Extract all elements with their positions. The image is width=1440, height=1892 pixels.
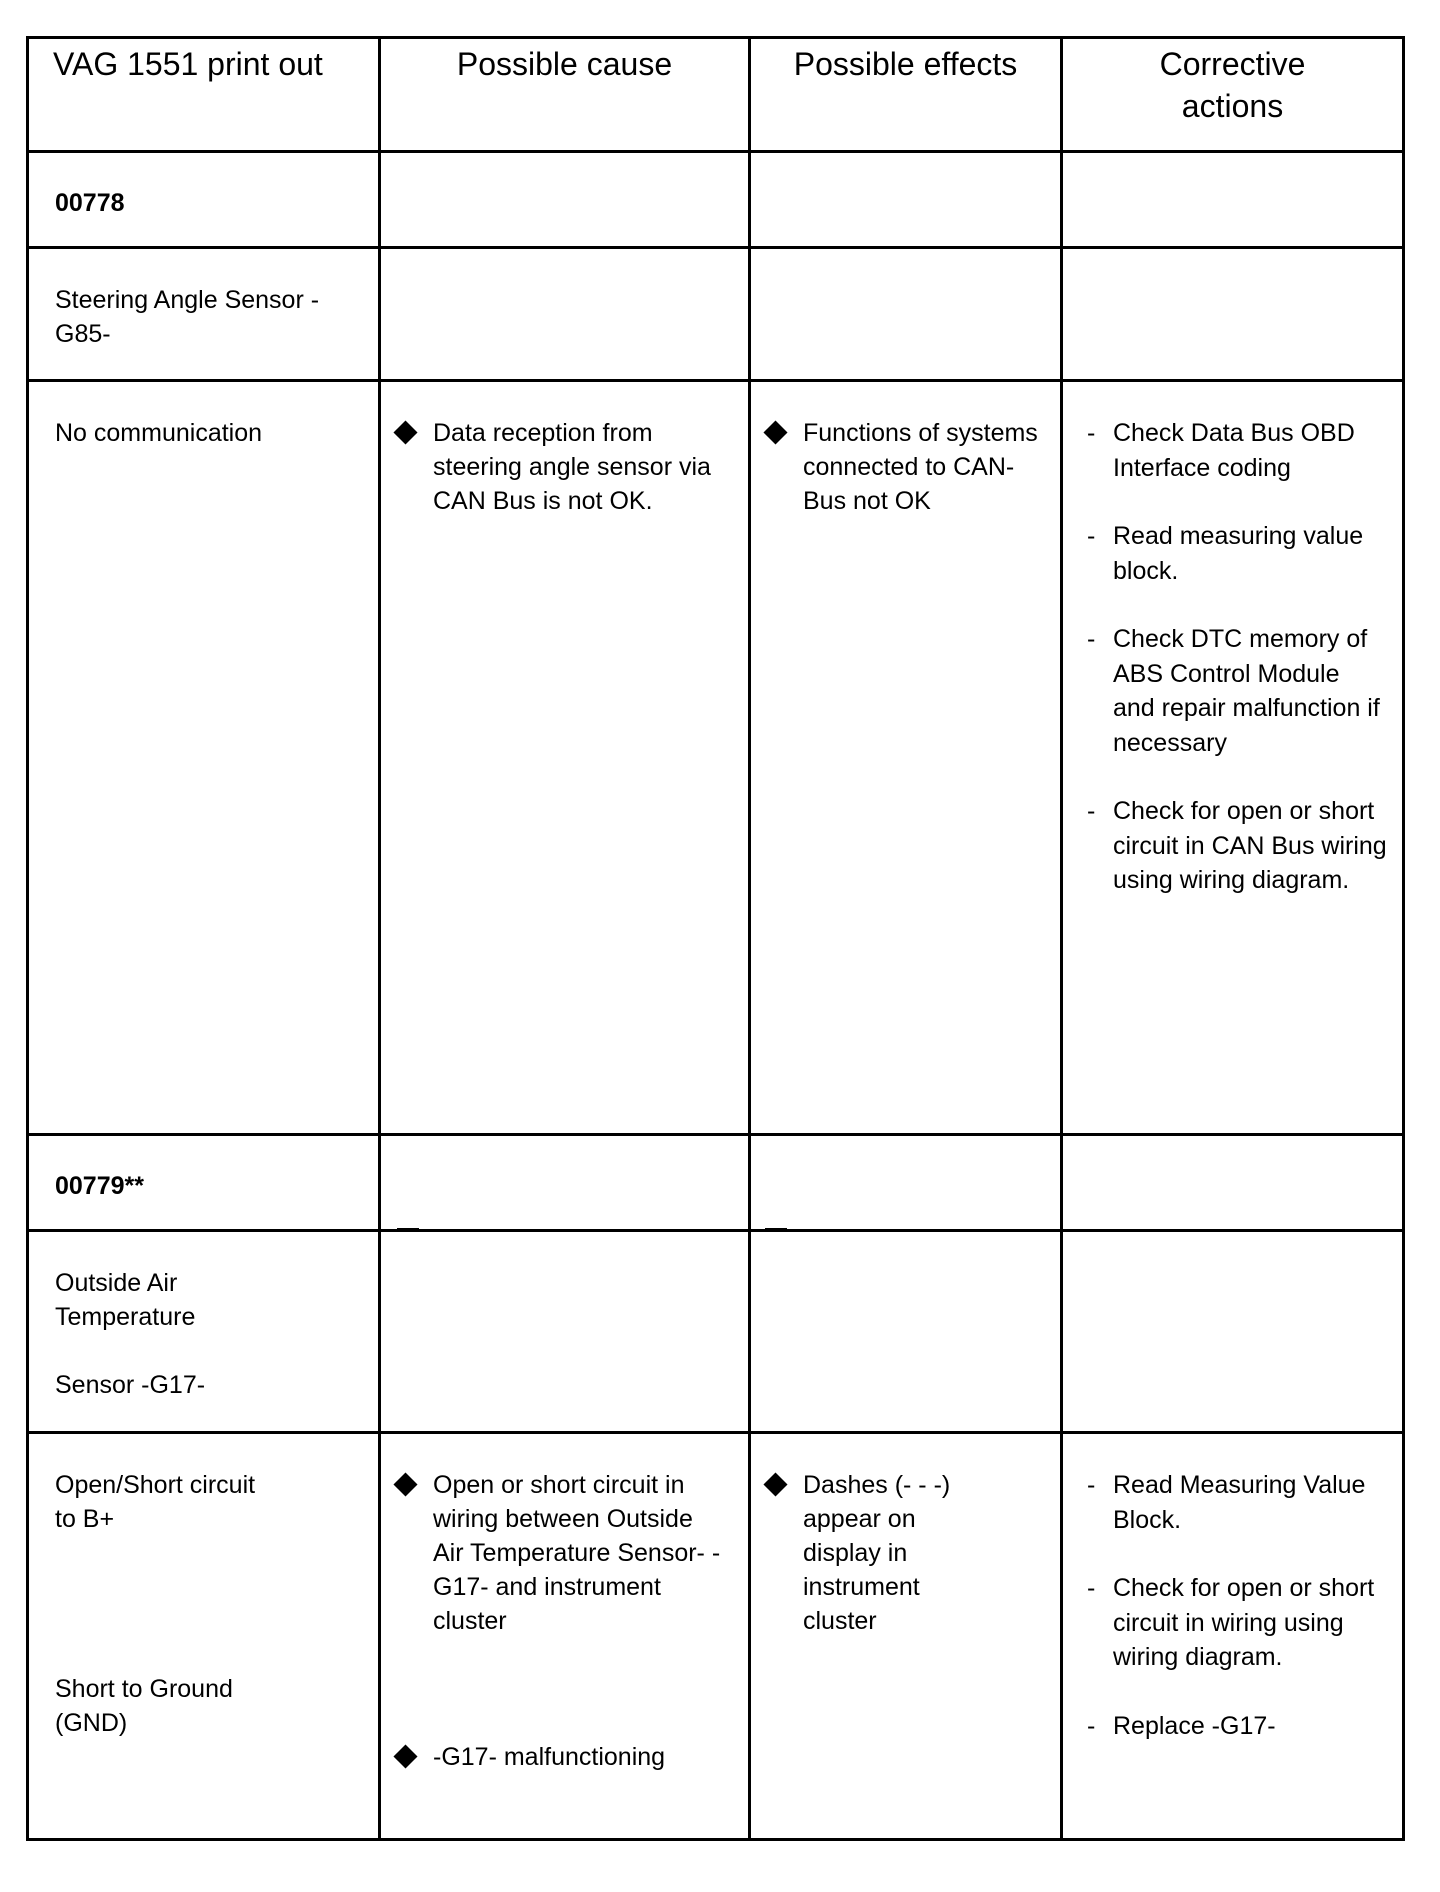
stray-mark [765, 1228, 787, 1231]
fault1-code-cell [28, 152, 380, 248]
fault2-cause2-text: -G17- malfunctioning [433, 1743, 666, 1771]
fault1-name-line1: Steering Angle Sensor - [55, 286, 320, 314]
fault-table-page [26, 36, 1402, 1841]
header-printout: VAG 1551 print out [28, 38, 380, 152]
action-text: Check Data Bus OBD Interface coding [1113, 419, 1355, 482]
fault2-effect-text: Dashes (- - -) appear on display in instrument cluster [803, 1471, 951, 1635]
fault1-detail-row [28, 381, 1404, 1135]
header-actions [1062, 38, 1404, 152]
fault2-detail-row [28, 1433, 1404, 1840]
dash-bullet: - [1087, 522, 1096, 550]
fault1-name-line2: G85- [55, 320, 111, 348]
fault1-effect-text: Functions of systems connected to CAN-Bus not OK [803, 419, 1038, 515]
dash-bullet: - [1087, 625, 1096, 653]
fault2-actions-cell [1062, 1433, 1404, 1840]
dash-bullet: - [1087, 1711, 1096, 1740]
fault2-cause-cell [380, 1433, 750, 1840]
fault2-condition2-line2: (GND) [55, 1709, 128, 1737]
dash-bullet: - [1087, 1471, 1096, 1499]
fault2-name-cell [28, 1231, 380, 1433]
fault2-code: 00779** [55, 1172, 144, 1200]
fault2-name-line1: Outside Air [55, 1269, 178, 1297]
header-cause: Possible cause [380, 38, 750, 152]
action-text: Check DTC memory of ABS Control Module and repair malfunction if necessary [1113, 625, 1380, 757]
fault1-condition-cell [28, 381, 380, 1135]
dash-bullet: - [1087, 419, 1096, 447]
fault1-actions-list [1063, 382, 1402, 898]
action-item [1087, 622, 1388, 760]
fault2-actions-list [1063, 1434, 1402, 1743]
header-row [28, 38, 1404, 152]
fault2-effect-item [751, 1468, 1060, 1638]
action-text: Replace -G17- [1113, 1711, 1276, 1740]
action-item [1087, 519, 1388, 588]
diamond-bullet-icon [393, 1472, 417, 1496]
fault1-cause-cell [380, 381, 750, 1135]
action-item [1087, 794, 1388, 898]
fault1-code: 00778 [55, 189, 125, 217]
diamond-bullet-icon [393, 1744, 417, 1768]
fault1-name-cell [28, 248, 380, 381]
fault1-cause-text: Data reception from steering angle sensor via CAN Bus is not OK. [433, 419, 711, 515]
diagnostic-table [26, 36, 1405, 1841]
action-text: Read measuring value block. [1113, 522, 1364, 585]
action-item [1087, 416, 1388, 485]
fault2-cause-item [381, 1740, 748, 1774]
action-item [1087, 1709, 1388, 1744]
fault2-condition1-line2: to B+ [55, 1505, 115, 1533]
fault2-name-line3: Sensor -G17- [55, 1371, 206, 1399]
fault2-name-line2: Temperature [55, 1303, 196, 1331]
fault1-cause-item [381, 416, 748, 518]
fault2-code-cell [28, 1135, 380, 1231]
action-item [1087, 1468, 1388, 1537]
header-actions-line1: Corrective [1159, 46, 1306, 82]
fault2-condition2-line1: Short to Ground [55, 1675, 233, 1703]
fault2-condition-cell [28, 1433, 380, 1840]
fault2-name-row [28, 1231, 1404, 1433]
header-effects: Possible effects [750, 38, 1062, 152]
dash-bullet: - [1087, 797, 1096, 825]
diamond-bullet-icon [393, 420, 417, 444]
fault1-actions-cell [1062, 381, 1404, 1135]
fault1-effect-item [751, 416, 1060, 518]
stray-mark [397, 1228, 419, 1231]
action-text: Check for open or short circuit in wiring using wiring diagram. [1113, 1574, 1375, 1671]
action-text: Check for open or short circuit in CAN Bus wiring using wiring diagram. [1113, 797, 1387, 894]
fault1-code-row [28, 152, 1404, 248]
fault2-condition1-line1: Open/Short circuit [55, 1471, 256, 1499]
fault2-code-row [28, 1135, 1404, 1231]
fault2-cause-item [381, 1468, 748, 1638]
dash-bullet: - [1087, 1574, 1096, 1602]
fault1-condition: No communication [55, 419, 263, 447]
fault1-effect-cell [750, 381, 1062, 1135]
action-text: Read Measuring Value Block. [1113, 1471, 1366, 1534]
diamond-bullet-icon [763, 420, 787, 444]
header-actions-line2: actions [1181, 88, 1284, 124]
fault2-effect-cell [750, 1433, 1062, 1840]
action-item [1087, 1571, 1388, 1675]
fault2-cause1-text: Open or short circuit in wiring between Outside Air Temperature Sensor- -G17- and instrument cluster [433, 1471, 721, 1635]
fault1-name-row [28, 248, 1404, 381]
diamond-bullet-icon [763, 1472, 787, 1496]
